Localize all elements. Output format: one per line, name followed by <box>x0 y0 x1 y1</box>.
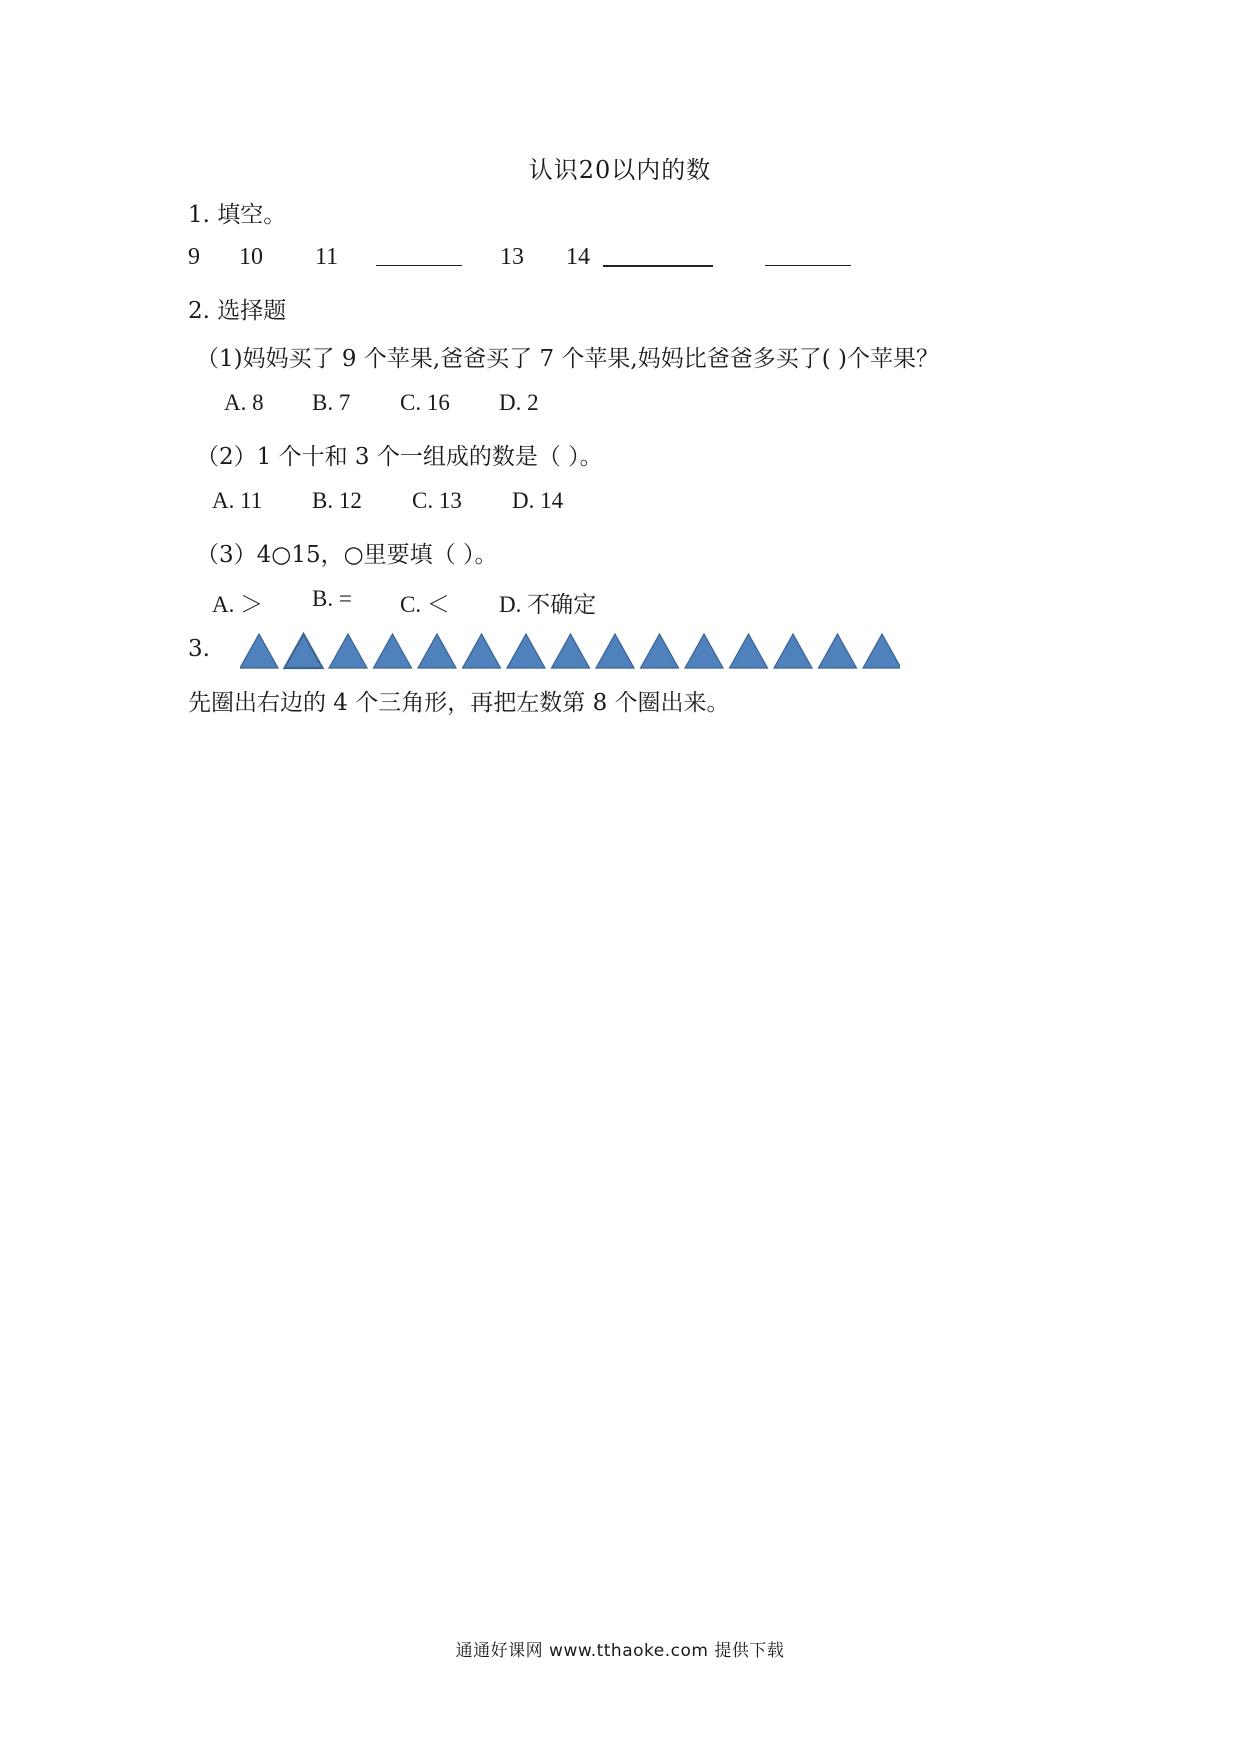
option[interactable]: C. ＜ <box>400 592 450 617</box>
q2-2-question: （2）1 个十和 3 个一组成的数是（ ）。 <box>196 444 603 470</box>
triangle-icon[interactable] <box>641 634 679 668</box>
option[interactable]: C. 16 <box>400 390 450 415</box>
triangle-icon[interactable] <box>374 634 412 668</box>
triangle-icon[interactable] <box>329 634 367 668</box>
triangle-icon[interactable] <box>552 634 590 668</box>
seq-number: 13 <box>500 244 524 270</box>
q2-1-question: （1)妈妈买了 9 个苹果,爸爸买了 7 个苹果,妈妈比爸爸多买了( )个苹果？ <box>196 346 939 372</box>
seq-number: 11 <box>315 244 339 270</box>
seq-number: 14 <box>566 244 590 270</box>
triangle-icon[interactable] <box>240 634 278 668</box>
triangle-icon[interactable] <box>507 634 545 668</box>
answer-blank[interactable] <box>765 265 851 266</box>
seq-number: 9 <box>188 244 200 270</box>
triangle-icon[interactable] <box>685 634 723 668</box>
option[interactable]: D. 不确定 <box>499 592 597 617</box>
option[interactable]: D. 14 <box>512 488 564 513</box>
triangle-icon[interactable] <box>285 634 323 668</box>
q3-instruction: 先圈出右边的 4 个三角形，再把左数第 8 个圈出来。 <box>188 690 730 716</box>
q2-heading: 2. 选择题 <box>188 298 287 324</box>
footer-credit: 通通好课网 www.tthaoke.com 提供下载 <box>455 1641 785 1661</box>
option[interactable]: A. 11 <box>212 488 263 513</box>
option[interactable]: D. 2 <box>499 390 539 415</box>
q1-heading: 1. 填空。 <box>188 202 287 228</box>
option[interactable]: B. 12 <box>312 488 362 513</box>
option[interactable]: A. ＞ <box>212 592 264 617</box>
option[interactable]: B. 7 <box>312 390 351 415</box>
q2-3-question: （3）4○15，○里要填（ ）。 <box>196 542 498 568</box>
triangle-icon[interactable] <box>418 634 456 668</box>
page-title: 认识20以内的数 <box>528 156 712 184</box>
q1-number-sequence <box>188 244 888 276</box>
answer-blank[interactable] <box>603 265 713 267</box>
q3-number: 3. <box>188 636 210 662</box>
triangle-icon[interactable] <box>819 634 857 668</box>
answer-blank[interactable] <box>376 265 462 266</box>
option[interactable]: A. 8 <box>224 390 264 415</box>
triangle-icon[interactable] <box>463 634 501 668</box>
option[interactable]: B. = <box>312 586 352 611</box>
triangle-icon[interactable] <box>774 634 812 668</box>
triangle-icon[interactable] <box>596 634 634 668</box>
triangle-icon[interactable] <box>863 634 900 668</box>
triangle-icon[interactable] <box>730 634 768 668</box>
option[interactable]: C. 13 <box>412 488 462 513</box>
seq-number: 10 <box>239 244 263 270</box>
triangle-row <box>240 630 900 670</box>
